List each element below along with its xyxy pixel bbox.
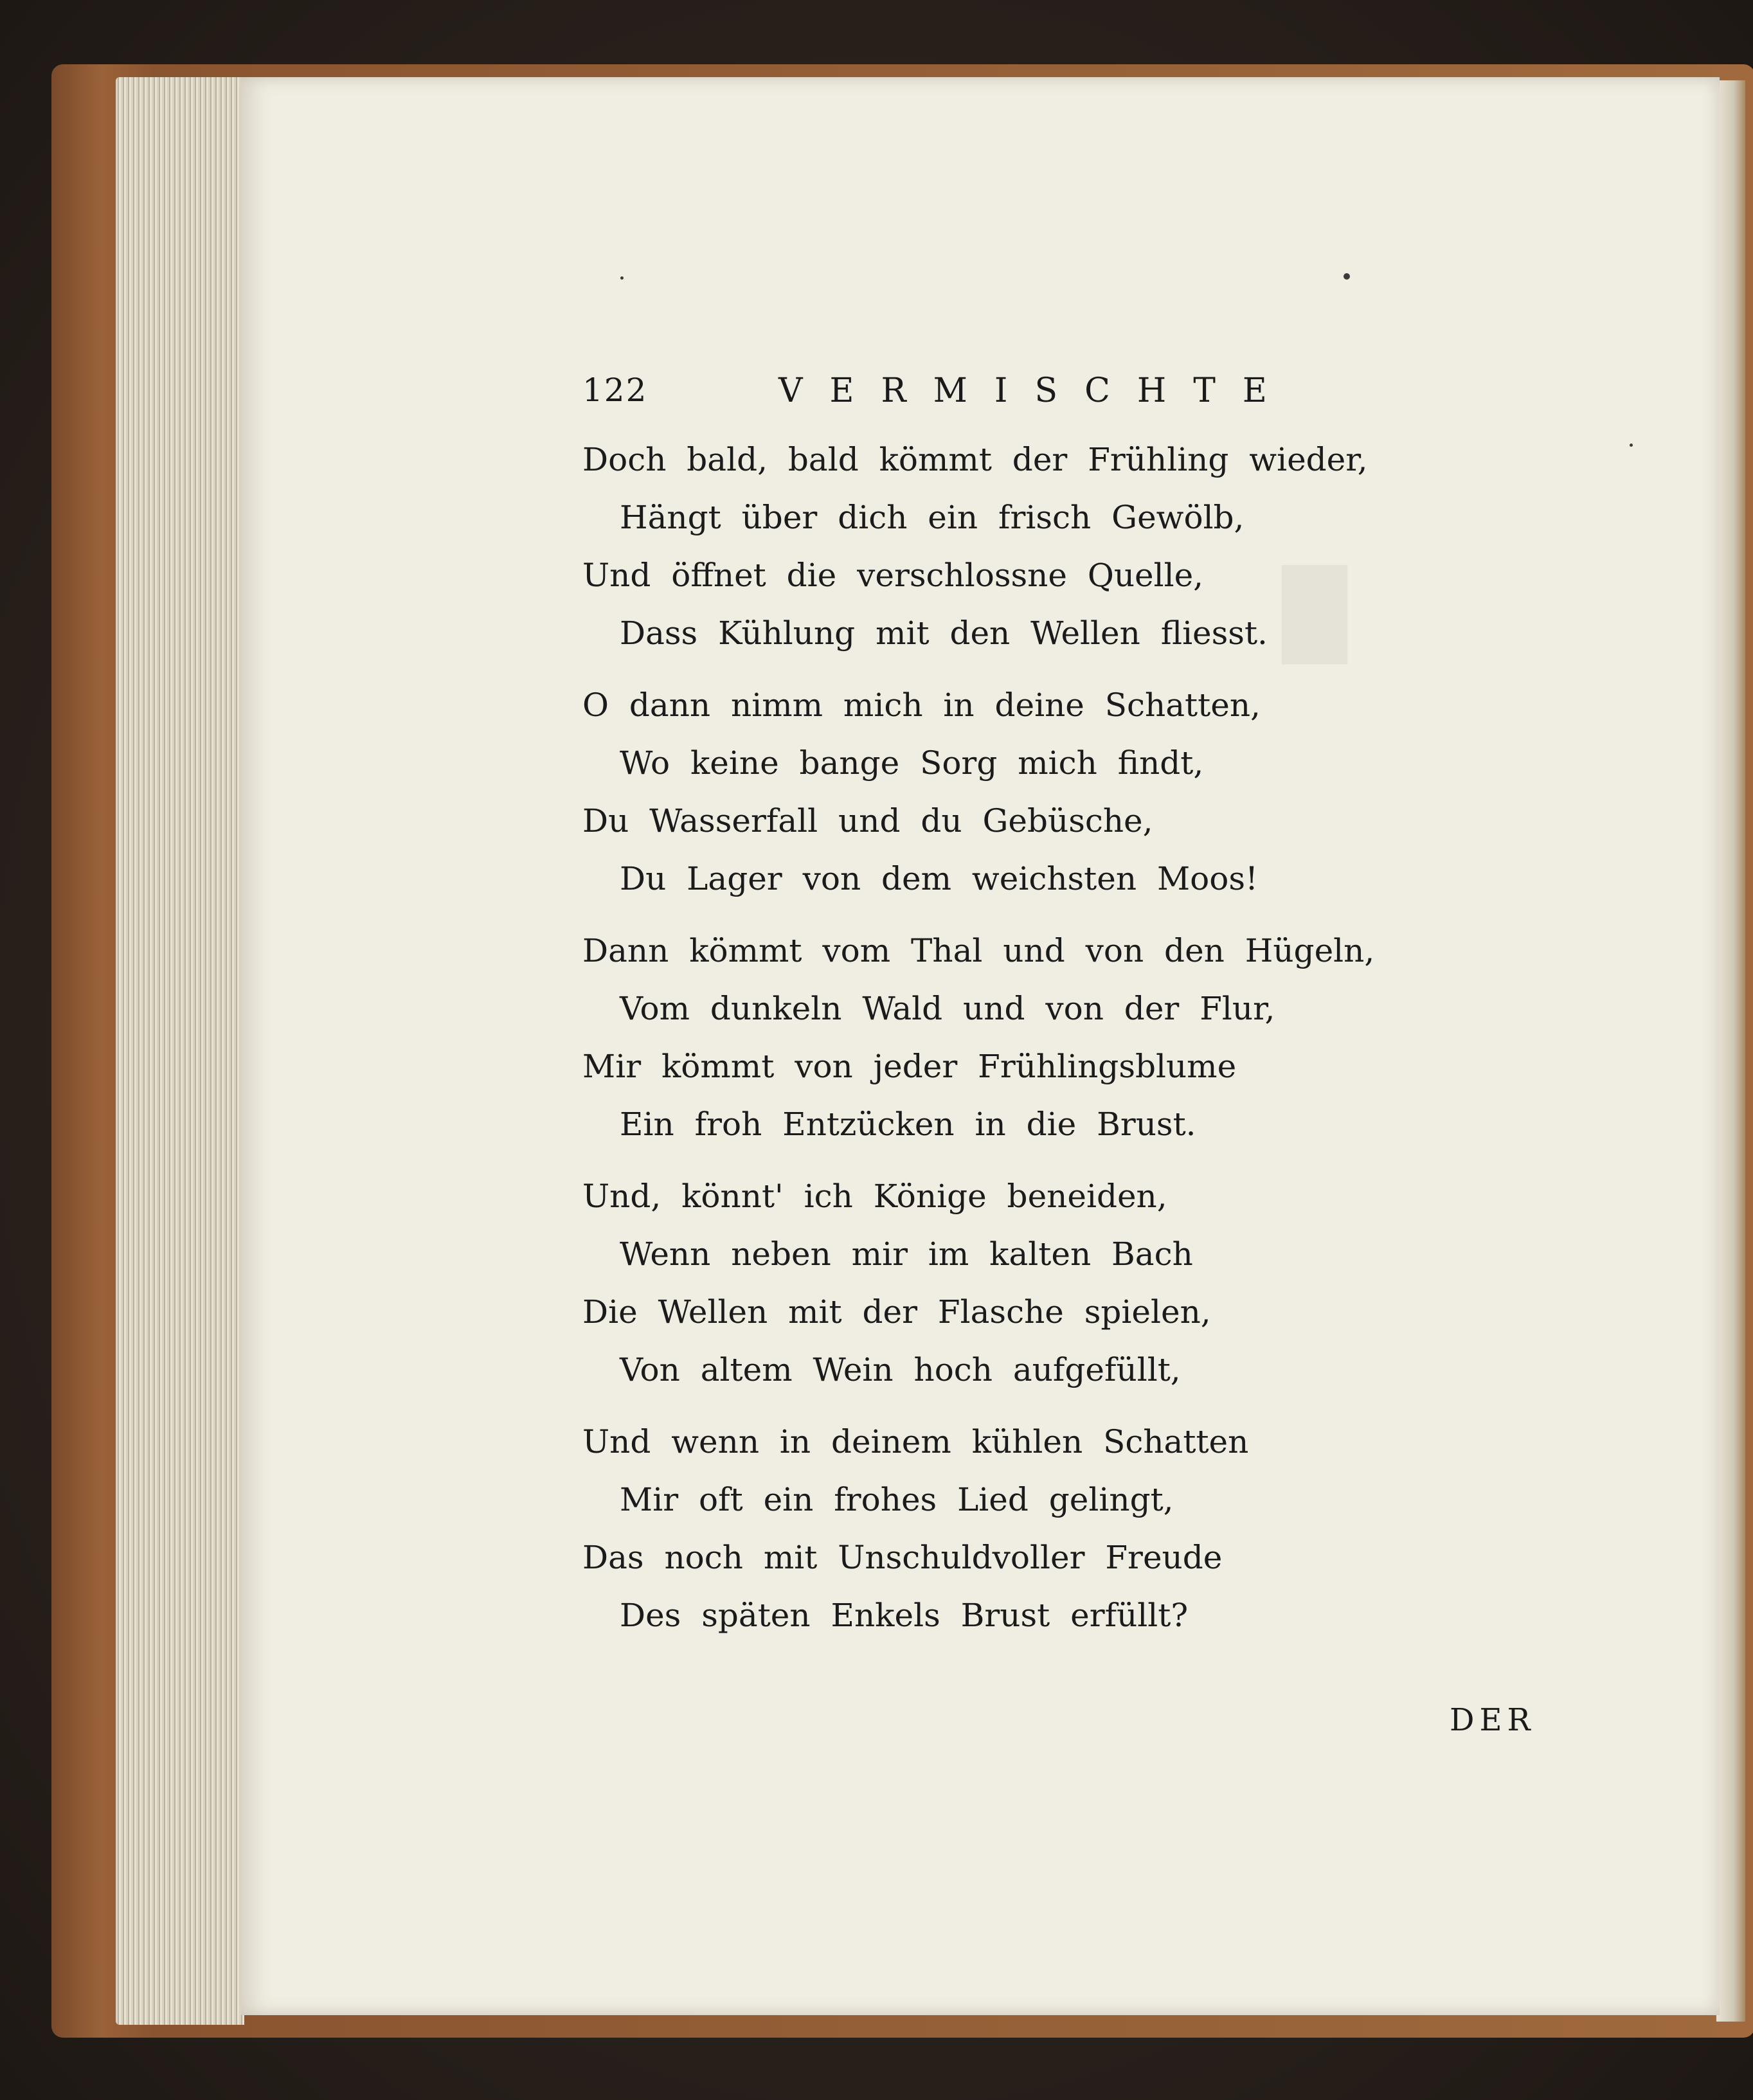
stanza	[582, 1413, 1482, 1644]
poem-line: Und, könnt' ich Könige beneiden,	[582, 1178, 1167, 1215]
stanza	[582, 1167, 1482, 1399]
show-through-texture: █	[1282, 566, 1347, 663]
ink-speck	[620, 276, 624, 280]
poem-body	[582, 431, 1482, 1658]
page-edges-left	[116, 77, 244, 2025]
stanza	[582, 676, 1482, 908]
poem-line: Und wenn in deinem kühlen Schatten	[582, 1423, 1249, 1460]
poem-line: Das noch mit Unschuldvoller Freude	[582, 1539, 1223, 1576]
section-title: VERMISCHTE	[778, 372, 1294, 410]
running-head	[582, 372, 1341, 417]
poem-line: Du Wasserfall und du Gebüsche,	[582, 802, 1153, 839]
poem-line: Dann kömmt vom Thal und von den Hügeln,	[582, 932, 1375, 969]
stanza	[582, 922, 1482, 1153]
poem-line: Ein froh Entzücken in die Brust.	[620, 1106, 1196, 1143]
poem-line: O dann nimm mich in deine Schatten,	[582, 687, 1261, 724]
poem-line: Mir oft ein frohes Lied gelingt,	[620, 1481, 1174, 1518]
poem-line: Hängt über dich ein frisch Gewölb,	[620, 499, 1245, 536]
poem-line: Dass Kühlung mit den Wellen fliesst.	[620, 615, 1268, 652]
poem-line: Mir kömmt von jeder Frühlingsblume	[582, 1048, 1237, 1085]
ink-speck	[1630, 444, 1633, 447]
poem-line: Und öffnet die verschlossne Quelle,	[582, 557, 1204, 594]
catchword: DER	[1450, 1702, 1536, 1738]
poem-line: Du Lager von dem weichsten Moos!	[620, 860, 1259, 897]
ink-speck	[1344, 273, 1350, 280]
poem-line: Von altem Wein hoch aufgefüllt,	[620, 1351, 1181, 1388]
poem-line: Vom dunkeln Wald und von der Flur,	[620, 990, 1275, 1027]
poem-line: Wo keine bange Sorg mich findt,	[620, 744, 1204, 782]
stanza	[582, 431, 1482, 662]
poem-line: Wenn neben mir im kalten Bach	[620, 1235, 1193, 1273]
poem-line: Die Wellen mit der Flasche spielen,	[582, 1293, 1211, 1331]
page-number: 122	[582, 372, 648, 409]
poem-line: Doch bald, bald kömmt der Frühling wieder,	[582, 441, 1368, 478]
poem-line: Des späten Enkels Brust erfüllt?	[620, 1597, 1189, 1634]
page-edges-right	[1716, 80, 1745, 2022]
